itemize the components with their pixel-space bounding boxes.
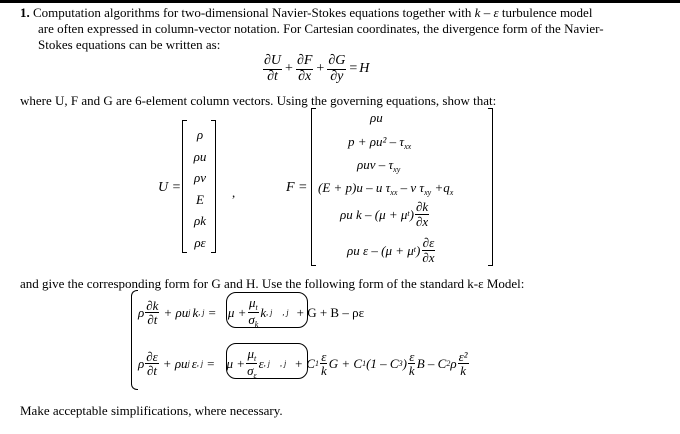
intro-text-1-end: turbulence model [501, 5, 593, 20]
intro-text-2: are often expressed in column-vector notation. For Cartesian coordinates, the divergence form of the Navier- [38, 21, 604, 36]
k-equation: ρ $\frac{\partial k}{\partial t}$ + ρu j k , j = μ + $\frac{\mu_t}{\sigma_k}$ k , j , j + G + B – ρε [138, 295, 365, 330]
model-brace [131, 290, 138, 390]
F-entry-1: ρu [370, 110, 383, 125]
dG-dy-fraction: $\frac{\partial G}{\partial y}$ [328, 53, 346, 84]
U-entry: E [196, 191, 204, 207]
U-entry: ρk [193, 213, 206, 228]
navier-stokes-equation: $\frac{\partial U}{\partial t}$ + $\frac{\partial F}{\partial x}$ + $\frac{\partial G}{\partial y}$ = H [264, 53, 370, 84]
U-entry: ρu [193, 148, 207, 164]
F-left-bracket [311, 108, 316, 266]
F-entry-4: (E + p)u – u $\tau_{xx}$ – v $\tau_{xy} +q_x$ [318, 180, 454, 197]
U-entry: ρ [196, 127, 204, 142]
F-right-bracket [488, 108, 493, 266]
F-entry-3: ρuv – $\tau_{xy}$ [357, 157, 401, 174]
dF-dx-fraction: $\frac{\partial F}{\partial x}$ [296, 53, 313, 84]
U-entries [186, 124, 214, 253]
k-paren [226, 292, 308, 328]
F-label: F = [286, 180, 308, 195]
problem-line-1 [20, 6, 592, 19]
dU-dt-fraction: $\frac{\partial U}{\partial t}$ [264, 53, 282, 84]
U-entry: ρε [194, 234, 206, 250]
intro-text-3: Stokes equations can be written as: [38, 37, 221, 52]
U-entry: ρv [193, 170, 206, 185]
epsilon-equation: ρ $\frac{\partial\varepsilon}{\partial t}$ + ρu j ε , j = μ + $\frac{\mu_t}{\sigma_\varepsilon}$ ε , j , j + C 1 $\frac{\varepsilon}{k}$ G + C 1 (1 – C 3 ) $\frac{\varepsilon}{k}$ B – C 2 ρ $\frac{\text{ε²}}{k}$ [138, 346, 468, 381]
F-entry-6: ρu ε – (μ + μ t ) $\frac{\partial\varepsilon}{\partial x}$ [347, 235, 435, 265]
epsilon-paren [226, 343, 308, 379]
closing-text: Make acceptable simplifications, where necessary. [20, 403, 283, 418]
top-rule [0, 0, 680, 3]
model-label: k – ε [474, 5, 499, 20]
F-entry-5: ρu k – (μ + μ t ) $\frac{\partial k}{\partial x}$ [340, 199, 429, 229]
and-text: and give the corresponding form for G and H. Use the following form of the standard k-ε Model: [20, 276, 525, 291]
U-label: U = [158, 180, 182, 195]
intro-text-1: Computation algorithms for two-dimensional Navier-Stokes equations together with [33, 5, 472, 20]
where-text: where U, F and G are 6-element column vectors. Using the governing equations, show that: [20, 93, 497, 108]
problem-number: 1. [20, 5, 30, 20]
U-comma: , [232, 185, 236, 200]
F-entry-2: $p + \rho u^2 - \tau_{xx}$ [348, 134, 412, 151]
